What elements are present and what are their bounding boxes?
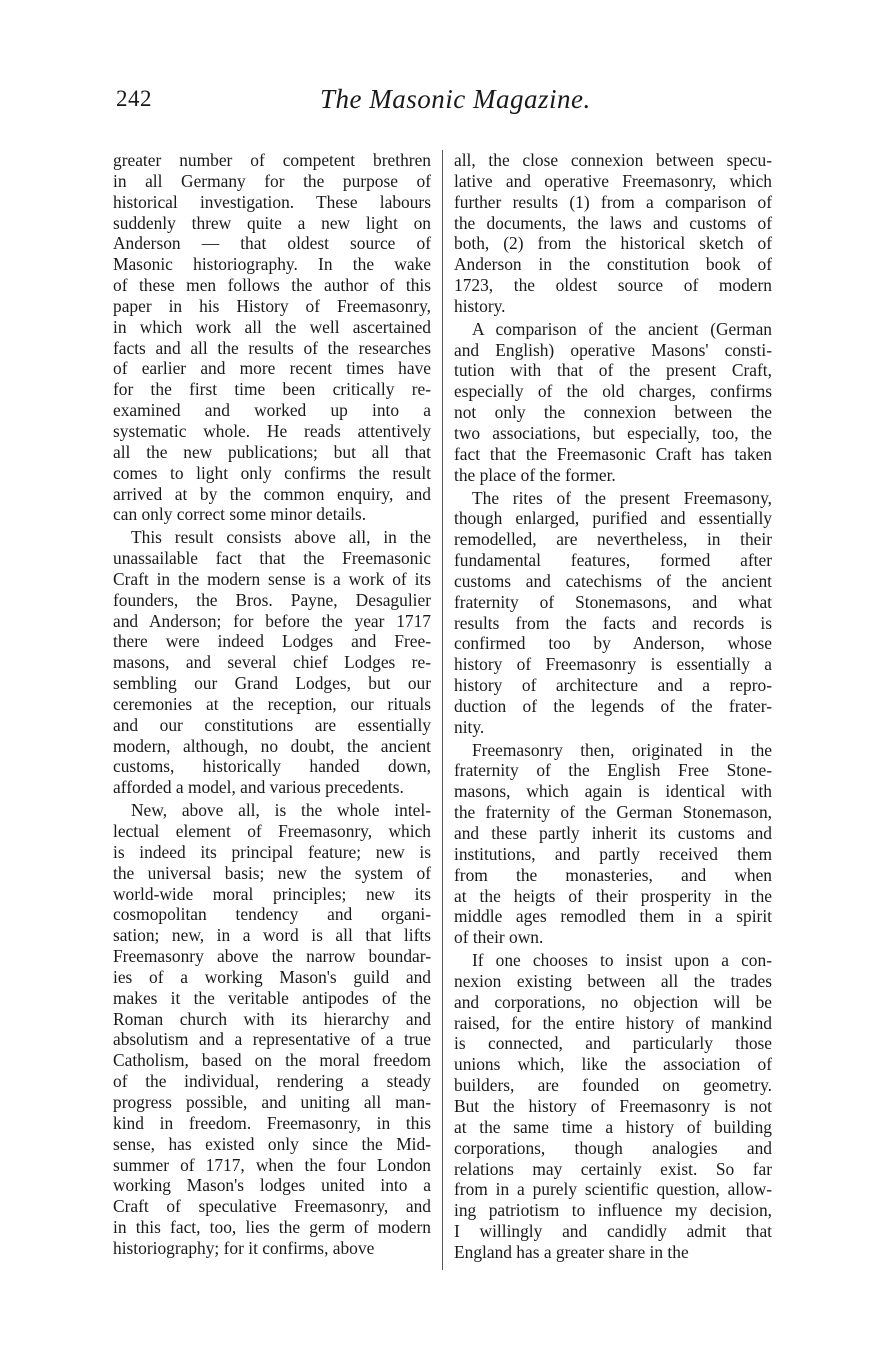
text-line: Freemasonry above the narrow boundar-: [113, 946, 431, 967]
text-line: But the history of Freemasonry is not: [454, 1095, 772, 1116]
left-column: [113, 150, 431, 1261]
text-line: systematic whole. He reads attentively: [113, 420, 431, 441]
running-title: The Masonic Magazine.: [320, 84, 591, 114]
text-line: Roman church with its hierarchy and: [113, 1008, 431, 1029]
text-line: masons, and several chief Lodges re-: [113, 652, 431, 673]
text-line: I willingly and candidly admit that: [454, 1221, 772, 1242]
text-line: remodelled, are nevertheless, in their: [454, 529, 772, 550]
text-line: builders, are founded on geometry.: [454, 1075, 772, 1096]
text-line: sation; new, in a word is all that lifts: [113, 925, 431, 946]
text-line: historiography; for it confirms, above: [113, 1237, 375, 1258]
text-line: and these partly inherit its customs and: [454, 823, 772, 843]
text-line: the fraternity of the German Stonemason,: [454, 802, 772, 823]
text-line: masons, which again is identical with: [454, 781, 772, 802]
text-line: greater number of competent brethren: [113, 150, 431, 170]
text-line: kind in freedom. Freemasonry, in this: [113, 1112, 431, 1133]
text-line: of their own.: [454, 927, 544, 948]
text-line: institutions, and partly received them: [454, 843, 772, 864]
text-line: fundamental features, formed after: [454, 550, 772, 571]
text-line: makes it the veritable antipodes of the: [113, 987, 431, 1008]
text-line: history of Freemasonry is essentially a: [454, 654, 772, 675]
text-line: Anderson — that oldest source of: [113, 233, 431, 254]
text-line: Anderson in the constitution book of: [454, 254, 772, 275]
text-line: The rites of the present Freemasony,: [472, 487, 772, 508]
text-line: there were indeed Lodges and Free-: [113, 631, 431, 652]
text-line: nity.: [454, 716, 485, 737]
text-line: comes to light only confirms the result: [113, 462, 431, 483]
text-line: especially of the old charges, confirms: [454, 381, 772, 402]
text-line: of earlier and more recent times have: [113, 358, 431, 379]
text-line: historical investigation. These labours: [113, 191, 431, 212]
text-line: Freemasonry then, originated in the: [472, 739, 772, 760]
text-line: though enlarged, purified and essentially: [454, 508, 772, 529]
text-line: and Anderson; for before the year 1717: [113, 610, 431, 631]
text-line: results from the facts and records is: [454, 612, 772, 633]
text-line: and corporations, no objection will be: [454, 991, 772, 1012]
text-line: modern, although, no doubt, the ancient: [113, 735, 431, 756]
column-divider: [442, 150, 443, 1270]
text-line: of the individual, rendering a steady: [113, 1071, 431, 1092]
paragraph: [113, 527, 431, 798]
text-line: further results (1) from a comparison of: [454, 191, 772, 212]
text-line: working Mason's lodges united into a: [113, 1175, 431, 1196]
page-header: [110, 84, 780, 118]
paragraph: [113, 150, 431, 525]
text-line: England has a greater share in the: [454, 1241, 689, 1262]
paragraph: [454, 740, 772, 948]
text-line: Craft in the modern sense is a work of its: [113, 568, 431, 589]
text-line: If one chooses to insist upon a con-: [472, 950, 772, 971]
text-line: sense, has existed only since the Mid-: [113, 1133, 431, 1154]
text-line: is connected, and particularly those: [454, 1033, 772, 1054]
text-line: the documents, the laws and customs of: [454, 212, 772, 233]
text-line: This result consists above all, in the: [131, 527, 431, 548]
text-line: two associations, but especially, too, the: [454, 422, 772, 443]
text-line: afforded a model, and various precedents.: [113, 777, 404, 798]
text-line: summer of 1717, when the four London: [113, 1154, 431, 1175]
text-line: in this fact, too, lies the germ of modern: [113, 1217, 431, 1238]
text-line: founders, the Bros. Payne, Desagulier: [113, 589, 431, 610]
page-number: 242: [116, 86, 152, 111]
text-line: at the same time a history of building: [454, 1116, 772, 1137]
text-line: corporations, though analogies and: [454, 1137, 772, 1158]
right-column: [454, 150, 772, 1265]
text-line: paper in his History of Freemasonry,: [113, 295, 431, 316]
text-line: all the new publications; but all that: [113, 441, 431, 462]
paragraph: [113, 800, 431, 1259]
text-line: in all Germany for the purpose of: [113, 170, 431, 191]
text-line: and English) operative Masons' consti-: [454, 339, 772, 360]
text-line: customs and catechisms of the ancient: [454, 570, 772, 591]
text-line: ing patriotism to influence my decision,: [454, 1200, 772, 1221]
text-line: duction of the legends of the frater-: [454, 695, 772, 716]
text-line: the universal basis; new the system of: [113, 862, 431, 883]
text-line: tution with that of the present Craft,: [454, 360, 772, 381]
text-line: fact that the Freemasonic Craft has taken: [454, 443, 772, 464]
text-line: from the monasteries, and when: [454, 864, 772, 885]
text-line: history of architecture and a repro-: [454, 675, 772, 696]
text-line: unions which, like the association of: [454, 1054, 772, 1075]
text-line: sembling our Grand Lodges, but our: [113, 673, 431, 694]
text-line: both, (2) from the historical sketch of: [454, 233, 772, 254]
paragraph: [454, 950, 772, 1263]
text-line: New, above all, is the whole intel-: [131, 800, 431, 821]
text-line: nexion existing between all the trades: [454, 970, 772, 991]
text-line: middle ages remodled them in a spirit: [454, 906, 772, 927]
text-line: world-wide moral principles; new its: [113, 883, 431, 904]
text-line: and our constitutions are essentially: [113, 714, 431, 735]
text-line: cosmopolitan tendency and organi-: [113, 904, 431, 925]
text-line: arrived at by the common enquiry, and: [113, 483, 431, 504]
text-line: confirmed too by Anderson, whose: [454, 633, 772, 654]
text-line: relations may certainly exist. So far: [454, 1158, 772, 1179]
text-line: at the heigts of their prosperity in the: [454, 885, 772, 906]
text-line: ceremonies at the reception, our rituals: [113, 693, 431, 714]
text-line: Masonic historiography. In the wake: [113, 254, 431, 275]
paragraph: [454, 488, 772, 738]
paragraph: [454, 319, 772, 486]
text-line: unassailable fact that the Freemasonic: [113, 548, 431, 569]
text-line: lectual element of Freemasonry, which: [113, 821, 431, 841]
text-line: Catholism, based on the moral freedom: [113, 1050, 431, 1071]
text-line: can only correct some minor details.: [113, 504, 367, 525]
text-line: progress possible, and uniting all man-: [113, 1091, 431, 1112]
text-line: from in a purely scientific question, allow-: [454, 1179, 772, 1200]
text-line: is indeed its principal feature; new is: [113, 841, 431, 862]
text-line: lative and operative Freemasonry, which: [454, 170, 772, 191]
text-line: all, the close connexion between specu-: [454, 150, 772, 170]
text-line: customs, historically handed down,: [113, 756, 431, 777]
text-line: fraternity of the English Free Stone-: [454, 760, 772, 781]
text-line: A comparison of the ancient (German: [472, 318, 772, 339]
text-line: the place of the former.: [454, 464, 616, 485]
text-line: for the first time been critically re-: [113, 379, 431, 400]
text-line: absolutism and a representative of a true: [113, 1029, 431, 1050]
text-line: suddenly threw quite a new light on: [113, 212, 431, 233]
text-line: Craft of speculative Freemasonry, and: [113, 1196, 431, 1217]
text-line: facts and all the results of the researches: [113, 337, 431, 358]
text-line: in which work all the well ascertained: [113, 316, 431, 337]
text-line: fraternity of Stonemasons, and what: [454, 591, 772, 612]
text-line: raised, for the entire history of mankind: [454, 1012, 772, 1033]
text-line: of these men follows the author of this: [113, 275, 431, 296]
text-line: 1723, the oldest source of modern: [454, 275, 772, 296]
text-line: examined and worked up into a: [113, 400, 431, 421]
text-line: not only the connexion between the: [454, 402, 772, 423]
text-line: history.: [454, 295, 506, 316]
paragraph: [454, 150, 772, 317]
text-line: ies of a working Mason's guild and: [113, 966, 431, 987]
